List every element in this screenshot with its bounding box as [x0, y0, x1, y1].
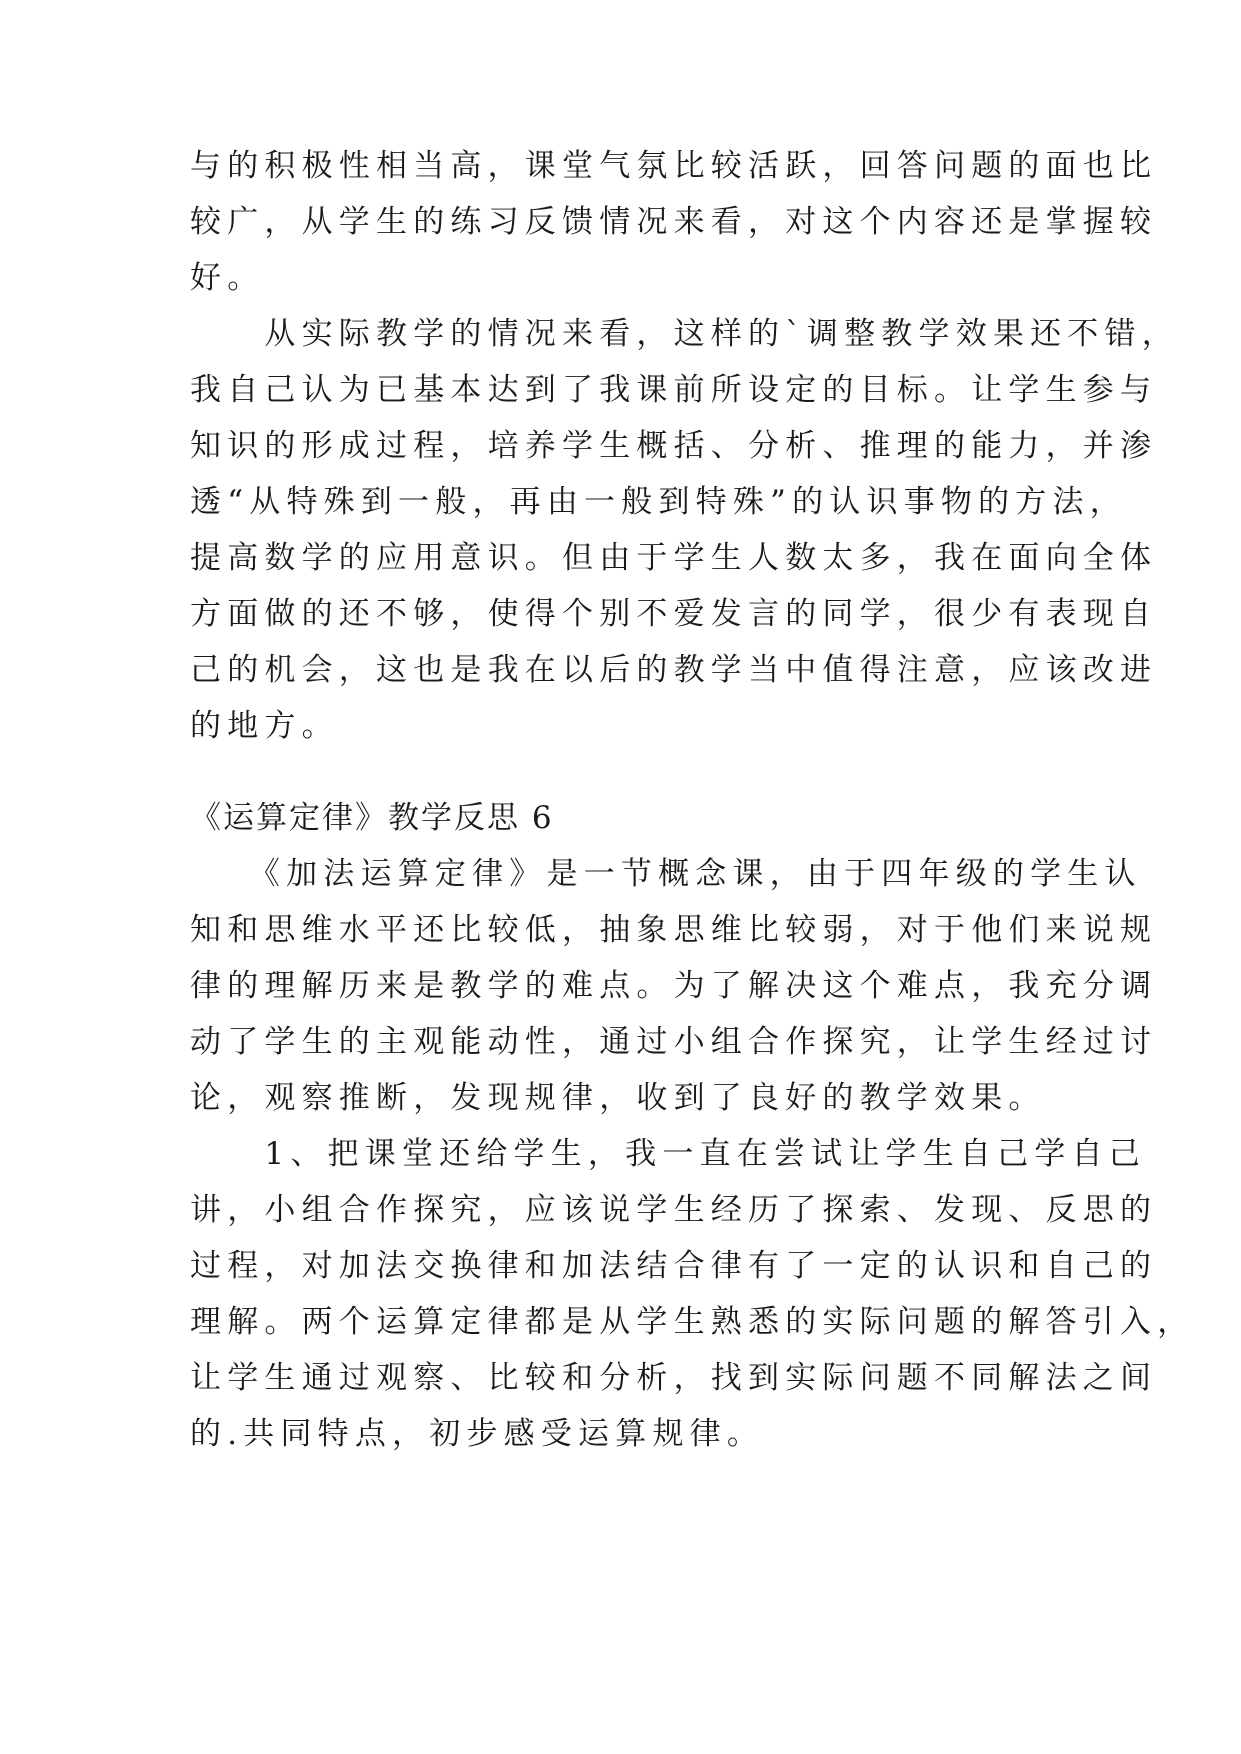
- text-line: 提高数学的应用意识。但由于学生人数太多，我在面向全体: [190, 540, 1158, 576]
- text-line: 《加法运算定律》是一节概念课，由于四年级的学生认: [190, 856, 1142, 892]
- text-line: 较广，从学生的练习反馈情况来看，对这个内容还是掌握较: [190, 204, 1158, 240]
- text-line: 过程，对加法交换律和加法结合律有了一定的认识和自己的: [190, 1248, 1158, 1284]
- text-line: 律的理解历来是教学的难点。为了解决这个难点，我充分调: [190, 968, 1158, 1004]
- text-line: 的地方。: [190, 708, 339, 744]
- section-title: 《运算定律》教学反思 6: [190, 800, 554, 836]
- text-line: 我自己认为已基本达到了我课前所设定的目标。让学生参与: [190, 372, 1158, 408]
- text-line: 的.共同特点，初步感受运算规律。: [190, 1416, 765, 1452]
- text-line: 透“从特殊到一般，再由一般到特殊”的认识事物的方法，: [190, 484, 1127, 520]
- text-line: 动了学生的主观能动性，通过小组合作探究，让学生经过讨: [190, 1024, 1158, 1060]
- text-line: 知和思维水平还比较低，抽象思维比较弱，对于他们来说规: [190, 912, 1158, 948]
- text-line: 论，观察推断，发现规律，收到了良好的教学效果。: [190, 1080, 1046, 1116]
- text-line: 让学生通过观察、比较和分析，找到实际问题不同解法之间: [190, 1360, 1158, 1396]
- text-line: 方面做的还不够，使得个别不爱发言的同学，很少有表现自: [190, 596, 1158, 632]
- text-line: 从实际教学的情况来看，这样的`调整教学效果还不错，: [190, 316, 1179, 352]
- text-line: 知识的形成过程，培养学生概括、分析、推理的能力，并渗: [190, 428, 1158, 464]
- text-line: 己的机会，这也是我在以后的教学当中值得注意，应该改进: [190, 652, 1158, 688]
- text-line: 1、把课堂还给学生，我一直在尝试让学生自己学自己: [190, 1136, 1146, 1172]
- text-line: 讲，小组合作探究，应该说学生经历了探索、发现、反思的: [190, 1192, 1158, 1228]
- text-line: 好。: [190, 260, 265, 296]
- text-line: 与的积极性相当高，课堂气氛比较活跃，回答问题的面也比: [190, 148, 1158, 184]
- text-line: 理解。两个运算定律都是从学生熟悉的实际问题的解答引入，: [190, 1304, 1195, 1340]
